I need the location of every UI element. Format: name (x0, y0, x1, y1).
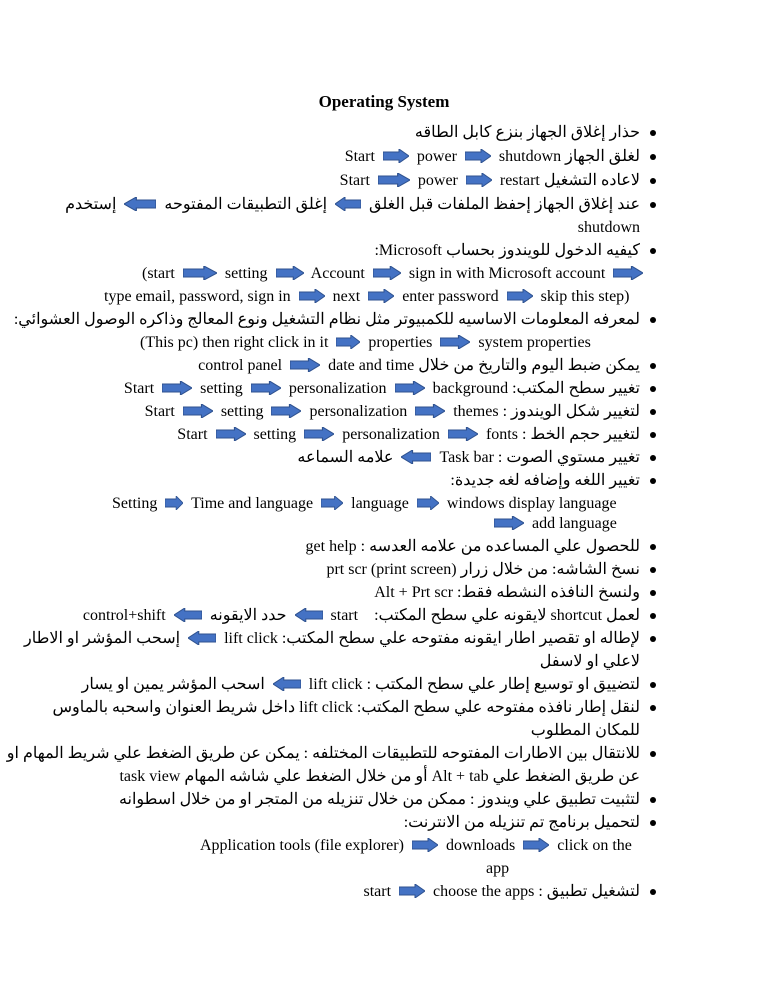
text: restart (499, 172, 540, 189)
text: لتحميل برنامج تم تنزيله من الانترنت: (403, 814, 640, 831)
right-arrow-icon (465, 149, 491, 163)
text: عن طريق الضغط علي (492, 768, 640, 785)
text: تغيير اللغه وإضافه لغه جديدة: (450, 472, 640, 489)
text: علامه السماعه (297, 449, 394, 466)
text: lift click (299, 699, 353, 716)
item-microsoft-steps-1 (142, 262, 647, 285)
bullet-icon (650, 317, 656, 323)
text: تغيير سطح المكتب: (512, 380, 640, 397)
text: لتثبيت تطبيق علي ويندوز : ممكن من خلال تنزيله من المتجر او من خلال اسطوانه (118, 791, 640, 808)
text: downloads (445, 837, 516, 854)
text: Alt + Prt scr (374, 584, 454, 601)
left-arrow-icon (401, 450, 431, 464)
right-arrow-icon (373, 266, 401, 280)
right-arrow-icon (271, 404, 301, 418)
item-print-screen (326, 558, 640, 581)
text: click on the (557, 837, 632, 854)
text: نسخ الشاشه: من خلال زرار (460, 561, 640, 578)
text: لغلق الجهاز (565, 148, 640, 165)
right-arrow-icon (304, 427, 334, 441)
text: لتغيير حجم الخط : (521, 426, 640, 443)
bullet-icon (650, 363, 656, 369)
right-arrow-icon (183, 404, 213, 418)
right-arrow-icon (368, 289, 394, 303)
text: shutdown (577, 219, 640, 236)
right-arrow-icon (336, 335, 360, 349)
bullet-icon (650, 455, 656, 461)
right-arrow-icon (417, 496, 439, 510)
right-arrow-icon (415, 404, 445, 418)
item-system-info (14, 308, 640, 331)
item-shutdown (345, 145, 640, 168)
item-language (450, 469, 640, 492)
text: Start (344, 148, 375, 165)
bullet-icon (650, 544, 656, 550)
bullet-icon (650, 409, 656, 415)
text: لتغيير شكل الويندوز : (502, 403, 640, 420)
text: للمكان المطلوب (530, 722, 640, 739)
text: تغيير مستوي الصوت : (497, 449, 640, 466)
text: choose the apps (433, 883, 535, 900)
right-arrow-icon (162, 381, 192, 395)
text: Task bar (439, 449, 494, 466)
text: add language (532, 515, 617, 532)
bullet-icon (650, 154, 656, 160)
right-arrow-icon (321, 496, 343, 510)
bullet-icon (650, 751, 656, 757)
text: personalization (288, 380, 387, 397)
text: حدد الايقونه (209, 607, 287, 624)
right-arrow-icon (251, 381, 281, 395)
item-downloaded-steps (200, 834, 632, 857)
left-arrow-icon (188, 631, 216, 645)
text: start (363, 883, 392, 900)
text: date and time (328, 357, 415, 374)
text: إسحب المؤشر او الاطار (24, 630, 181, 647)
bullet-icon (650, 432, 656, 438)
text: setting (253, 426, 297, 443)
item-shortcut (83, 604, 640, 627)
item-power-warning (415, 121, 640, 144)
text: setting (200, 380, 243, 397)
text: لتشغيل تطبيق : (538, 883, 640, 900)
text: لعمل (606, 607, 640, 624)
right-arrow-icon (466, 173, 492, 187)
right-arrow-icon (395, 381, 425, 395)
text: app (486, 860, 510, 877)
text: personalization (309, 403, 408, 420)
text: للحصول علي المساعده من علامه العدسه : (360, 538, 640, 555)
text: عند إغلاق الجهاز إحفظ الملفات قبل الغلق (369, 196, 640, 213)
item-resize-horizontal (82, 673, 640, 696)
item-add-language (490, 512, 617, 535)
item-font-size (177, 423, 640, 446)
text: skip this step) (540, 288, 630, 305)
item-save-before-close-cont (578, 216, 640, 239)
text: windows display language (446, 495, 617, 512)
text: type email, password, sign in (104, 288, 291, 305)
text: ولنسخ النافذه النشطه فقط: (457, 584, 640, 601)
text: power (416, 148, 457, 165)
text: lift click (308, 676, 363, 693)
text: control panel (198, 357, 283, 374)
item-save-before-close (65, 193, 640, 216)
item-move-window (52, 696, 640, 719)
item-switch-windows-cont (119, 765, 640, 788)
text: Application tools (file explorer) (200, 837, 404, 854)
item-microsoft-steps-2 (104, 285, 630, 308)
right-arrow-icon (399, 884, 425, 898)
text: Start (177, 426, 208, 443)
text: get help (305, 538, 357, 555)
item-active-window-copy (374, 581, 640, 604)
text: control+shift (82, 607, 166, 624)
bullet-icon (650, 889, 656, 895)
text: next (332, 288, 361, 305)
item-volume (297, 446, 640, 469)
left-arrow-icon (335, 197, 361, 211)
left-arrow-icon (295, 608, 323, 622)
text: themes (453, 403, 499, 420)
text: :Microsoft (374, 242, 442, 259)
text: Start (339, 172, 370, 189)
text: أو من خلال الضغط علي شاشه المهام (184, 768, 428, 785)
text: background (432, 380, 509, 397)
bullet-icon (650, 386, 656, 392)
right-arrow-icon (290, 358, 320, 372)
item-get-help (306, 535, 640, 558)
text: يمكن ضبط اليوم والتاريخ من خلال (418, 357, 640, 374)
right-arrow-icon (383, 149, 409, 163)
bullet-icon (650, 248, 656, 254)
item-downloaded-steps-cont (486, 857, 509, 880)
text: لايقونه علي سطح المكتب: (374, 607, 547, 624)
text: إغلق التطبيقات المفتوحه (164, 196, 328, 213)
item-desktop-background (124, 377, 640, 400)
text: task view (119, 768, 181, 785)
bullet-icon (650, 613, 656, 619)
item-install-app (119, 788, 640, 811)
text: لمعرفه المعلومات الاساسيه للكمبيوتر مثل نظام التشغيل ونوع المعالج وذاكره الوصول العشوائي: (13, 311, 640, 328)
text: لاعلي او لاسفل (539, 653, 640, 670)
right-arrow-icon (448, 427, 478, 441)
bullet-icon (650, 797, 656, 803)
text: إستخدم (65, 196, 117, 213)
item-restart (340, 169, 640, 192)
text: لإطاله او تقصير اطار ايقونه مفتوحه علي سطح المكتب: (281, 630, 640, 647)
text: لاعاده التشغيل (543, 172, 640, 189)
text: (This pc) then right click in it (140, 334, 329, 351)
item-date-time (198, 354, 640, 377)
text: personalization (342, 426, 440, 443)
text: shortcut (550, 607, 603, 624)
left-arrow-icon (273, 677, 301, 691)
right-arrow-icon (613, 266, 643, 280)
item-resize-vertical (24, 627, 640, 650)
item-downloaded-program (404, 811, 640, 834)
right-arrow-icon (378, 173, 410, 187)
text: shutdown (498, 148, 562, 165)
right-arrow-icon (299, 289, 325, 303)
text: كيفيه الدخول للويندوز بحساب (445, 242, 640, 259)
bullet-icon (650, 682, 656, 688)
item-switch-windows (7, 742, 640, 765)
text: prt scr (print screen) (326, 561, 457, 578)
document-title: Operating System (318, 92, 450, 111)
text: setting (220, 403, 264, 420)
item-run-app (363, 880, 640, 903)
text: lift click (224, 630, 278, 647)
bullet-icon (650, 567, 656, 573)
item-system-info-steps (140, 331, 591, 354)
text: للانتقال بين الاطارات المفتوحه للتطبيقات المختلفه : يمكن عن طريق الضغط علي شريط المهام او (6, 745, 640, 762)
text: Start (144, 403, 175, 420)
item-move-window-cont (531, 719, 640, 742)
left-arrow-icon (124, 197, 156, 211)
right-arrow-icon (183, 266, 217, 280)
bullet-icon (650, 202, 656, 208)
bullet-icon (650, 130, 656, 136)
right-arrow-icon (440, 335, 470, 349)
text: Time and language (191, 495, 314, 512)
item-windows-theme (145, 400, 640, 423)
right-arrow-icon (412, 838, 438, 852)
text: enter password (402, 288, 499, 305)
text: (start (142, 265, 175, 282)
bullet-icon (650, 820, 656, 826)
text: اسحب المؤشر يمين او يسار (81, 676, 265, 693)
bullet-icon (650, 590, 656, 596)
text: system properties (478, 334, 591, 351)
item-resize-vertical-cont (540, 650, 640, 673)
text: حذار إغلاق الجهاز بنزع كابل الطاقه (414, 124, 640, 141)
text: language (351, 495, 409, 512)
text: fonts (485, 426, 518, 443)
bullet-icon (650, 636, 656, 642)
text: Account (310, 265, 365, 282)
item-microsoft-login (374, 239, 640, 262)
text: start (330, 607, 359, 624)
right-arrow-icon (216, 427, 246, 441)
text: properties (368, 334, 433, 351)
right-arrow-icon (494, 516, 524, 530)
text: setting (224, 265, 268, 282)
right-arrow-icon (276, 266, 304, 280)
text: لنقل إطار نافذه مفتوحه علي سطح المكتب: (356, 699, 640, 716)
text: power (417, 172, 458, 189)
text: Alt + tab (431, 768, 489, 785)
text: لتضييق او توسيع إطار علي سطح المكتب : (366, 676, 640, 693)
left-arrow-icon (174, 608, 202, 622)
bullet-icon (650, 178, 656, 184)
right-arrow-icon (165, 496, 183, 510)
text: Start (123, 380, 155, 397)
text: داخل شريط العنوان واسحبه بالماوس (52, 699, 296, 716)
right-arrow-icon (507, 289, 533, 303)
text: Setting (112, 495, 158, 512)
text: sign in with Microsoft account (408, 265, 606, 282)
right-arrow-icon (523, 838, 549, 852)
bullet-icon (650, 705, 656, 711)
bullet-icon (650, 478, 656, 484)
